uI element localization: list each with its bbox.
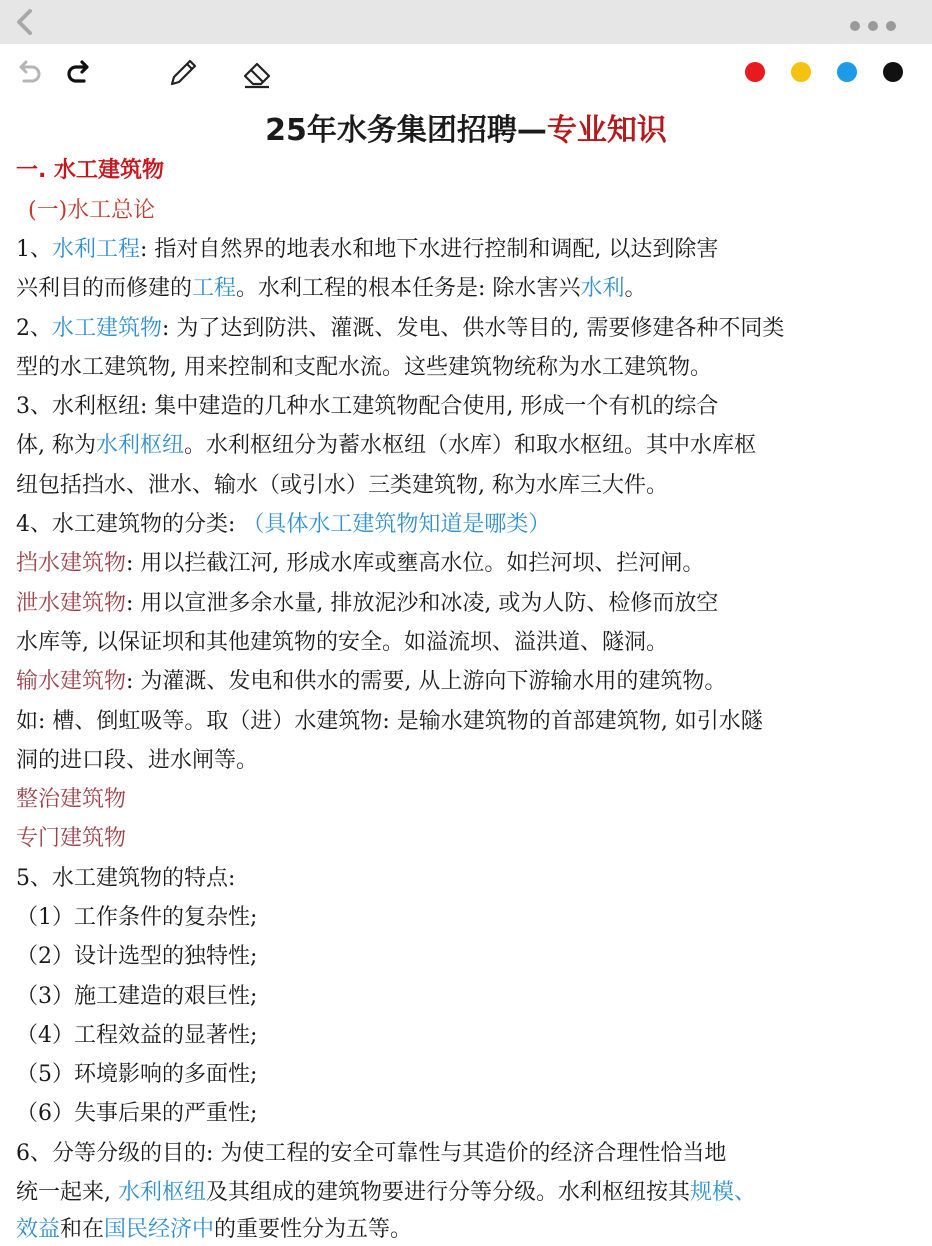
pencil-icon (166, 56, 200, 90)
redo-icon (62, 56, 96, 90)
category-term: 整治建筑物 (16, 787, 127, 812)
undo-button[interactable] (12, 56, 46, 90)
highlight-term: 工程 (192, 276, 237, 301)
text-line (16, 589, 718, 619)
text: : 为了达到防洪、灌溉、发电、供水等目的, 需要修建各种不同类 (162, 316, 785, 341)
redo-button[interactable] (62, 56, 96, 90)
text-line (16, 314, 784, 344)
text-line (16, 274, 646, 304)
text: : 指对自然界的地表水和地下水进行控制和调配, 以达到除害 (140, 237, 719, 262)
text-line: 纽包括挡水、泄水、输水（或引水）三类建筑物, 称为水库三大件。 (16, 473, 668, 498)
text-line (16, 1178, 756, 1208)
text: : 用以宣泄多余水量, 排放泥沙和冰凌, 或为人防、检修而放空 (126, 591, 719, 616)
more-dot-icon (886, 21, 896, 31)
more-dot-icon (868, 21, 878, 31)
text: 及其组成的建筑物要进行分等分级。水利枢纽按其 (206, 1180, 691, 1205)
text: 。水利工程的根本任务是: 除水害兴 (236, 276, 581, 301)
text: 1、 (16, 237, 52, 262)
list-item: （4）工程效益的显著性; (16, 1023, 258, 1048)
list-item: （2）设计选型的独特性; (16, 944, 258, 969)
back-button[interactable] (10, 7, 40, 37)
highlight-term: 水工建筑物 (52, 316, 163, 341)
text-line (16, 431, 756, 461)
text: 体, 称为 (16, 433, 96, 458)
text: 的重要性分为五等。 (214, 1217, 413, 1242)
text-line: 6、分等分级的目的: 为使工程的安全可靠性与其造价的经济合理性恰当地 (16, 1141, 727, 1166)
category-term: 输水建筑物 (16, 669, 127, 694)
list-item: （1）工作条件的复杂性; (16, 905, 258, 930)
text-line: 型的水工建筑物, 用来控制和支配水流。这些建筑物统称为水工建筑物。 (16, 355, 712, 380)
highlight-term: 国民经济中 (104, 1217, 215, 1242)
text: 统一起来, (16, 1180, 118, 1205)
list-item: （6）失事后果的严重性; (16, 1101, 258, 1126)
text: 4、水工建筑物的分类: (16, 512, 243, 537)
text: : 用以拦截江河, 形成水库或壅高水位。如拦河坝、拦河闸。 (126, 551, 705, 576)
text: 2、 (16, 316, 52, 341)
highlight-term: 水利工程 (52, 237, 141, 262)
text: 。 (624, 276, 647, 301)
text-line: 如: 槽、倒虹吸等。取（进）水建筑物: 是输水建筑物的首部建筑物, 如引水隧 (16, 709, 763, 734)
highlight-term: 水利枢纽 (118, 1180, 207, 1205)
text-line (16, 549, 704, 579)
highlight-term: 水利枢纽 (96, 433, 185, 458)
category-term: 专门建筑物 (16, 826, 127, 851)
note-content (0, 100, 932, 154)
top-bar (0, 0, 932, 44)
text-line (16, 235, 718, 265)
chevron-left-icon (10, 7, 40, 37)
category-term: 泄水建筑物 (16, 591, 127, 616)
highlight-note: （具体水工建筑物知道是哪类） (242, 512, 551, 537)
text-line: 水库等, 以保证坝和其他建筑物的安全。如溢流坝、溢洪道、隧洞。 (16, 630, 668, 655)
color-yellow-swatch[interactable] (791, 62, 811, 82)
title-main: 25年水务集团招聘— (265, 113, 547, 148)
text: : 为灌溉、发电和供水的需要, 从上游向下游输水用的建筑物。 (126, 669, 727, 694)
text: 和在 (60, 1217, 105, 1242)
more-dot-icon (850, 21, 860, 31)
color-red-swatch[interactable] (745, 62, 765, 82)
more-options-button[interactable] (850, 16, 906, 28)
eraser-icon (240, 56, 274, 90)
title-highlight: 专业知识 (546, 113, 667, 148)
list-item: （5）环境影响的多面性; (16, 1062, 258, 1087)
section-heading: 一. 水工建筑物 (16, 158, 165, 183)
text-line: 3、水利枢纽: 集中建造的几种水工建筑物配合使用, 形成一个有机的综合 (16, 394, 719, 419)
highlight-term: 规模、 (690, 1180, 757, 1205)
text: 兴利目的而修建的 (16, 276, 193, 301)
text: 。水利枢纽分为蓄水枢纽（水库）和取水枢纽。其中水库枢 (184, 433, 757, 458)
page-title (0, 108, 932, 154)
text-line: 5、水工建筑物的特点: (16, 866, 236, 891)
undo-icon (12, 56, 46, 90)
color-black-swatch[interactable] (883, 62, 903, 82)
category-term: 挡水建筑物 (16, 551, 127, 576)
text-line (16, 1215, 412, 1245)
pen-tool-button[interactable] (166, 56, 200, 90)
highlight-term: 效益 (16, 1217, 61, 1242)
text-line: 洞的进口段、进水闸等。 (16, 748, 259, 773)
list-item: （3）施工建造的艰巨性; (16, 984, 258, 1009)
subsection-heading: (一)水工总论 (28, 198, 156, 223)
eraser-tool-button[interactable] (240, 56, 274, 90)
color-blue-swatch[interactable] (837, 62, 857, 82)
text-line (16, 510, 550, 540)
text-line (16, 667, 726, 697)
highlight-term: 水利 (580, 276, 625, 301)
